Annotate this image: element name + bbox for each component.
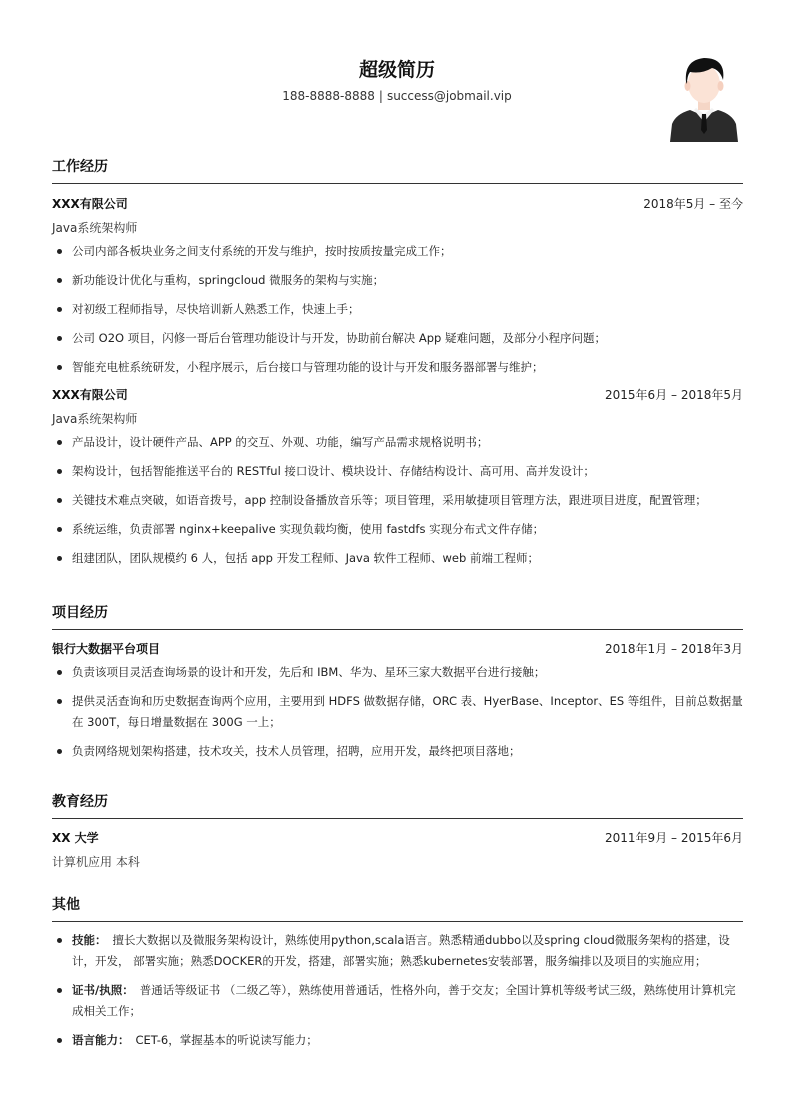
education-entry-header <box>52 829 743 845</box>
date-range: 2011年9月 – 2015年6月 <box>605 830 743 845</box>
job-title: Java系统架构师 <box>52 221 138 235</box>
list-item: 负责网络规划架构搭建，技术攻关，技术人员管理，招聘，应用开发，最终把项目落地； <box>52 741 743 762</box>
list-item: 对初级工程师指导，尽快培训新人熟悉工作，快速上手； <box>52 299 743 320</box>
project-bullets <box>52 662 743 762</box>
job-title: Java系统架构师 <box>52 412 138 426</box>
project-entry-header <box>52 640 743 656</box>
list-item: 架构设计，包括智能推送平台的 RESTful 接口设计、模块设计、存储结构设计、高可用、高并发设计； <box>52 461 743 482</box>
list-item-certificates <box>52 980 743 1022</box>
phone-number: 188-8888-8888 <box>282 89 375 103</box>
list-item: 公司内部各板块业务之间支付系统的开发与维护，按时按质按量完成工作； <box>52 241 743 262</box>
list-item: 关键技术难点突破，如语音拨号，app 控制设备播放音乐等；项目管理，采用敏捷项目管理方法，跟进项目进度，配置管理； <box>52 490 743 511</box>
other-section <box>52 894 743 1059</box>
list-item: 组建团队，团队规模约 6 人，包括 app 开发工程师、Java 软件工程师、web 前端工程师； <box>52 548 743 569</box>
list-item-skills <box>52 930 743 972</box>
date-range: 2018年1月 – 2018年3月 <box>605 641 743 656</box>
project-name: 银行大数据平台项目 <box>52 641 161 656</box>
date-range: 2018年5月 – 至今 <box>643 196 743 211</box>
education-section <box>52 791 743 869</box>
projects-section <box>52 602 743 770</box>
school-name: XX 大学 <box>52 830 99 845</box>
item-text: 擅长大数据以及微服务架构设计，熟练使用python,scala语言。熟悉精通dubbo以及spring cloud微服务架构的搭建，设计，开发， 部署实施；熟悉DOCKER的开发，搭建，部署实施；熟悉kubernetes安装部署，服务编排以及项目的实施应用； <box>72 933 730 968</box>
list-item-language <box>52 1030 743 1051</box>
email-address: success@jobmail.vip <box>386 89 512 103</box>
candidate-name: 超级简历 <box>358 59 435 81</box>
date-range: 2015年6月 – 2018年5月 <box>605 387 743 402</box>
degree: 计算机应用 本科 <box>52 855 140 869</box>
item-text: CET-6，掌握基本的听说读写能力； <box>135 1033 318 1047</box>
avatar <box>668 52 740 142</box>
section-title-work: 工作经历 <box>52 156 743 184</box>
list-item: 新功能设计优化与重构，springcloud 微服务的架构与实施； <box>52 270 743 291</box>
contact-separator: | <box>378 89 383 103</box>
item-label: 证书/执照： <box>72 983 134 997</box>
list-item: 负责该项目灵活查询场景的设计和开发，先后和 IBM、华为、星环三家大数据平台进行接触； <box>52 662 743 683</box>
work-entry-1-bullets <box>52 241 743 378</box>
item-text: 普通话等级证书 （二级乙等），熟练使用普通话，性格外向，善于交友；全国计算机等级考试三级，熟练使用计算机完成相关工作； <box>72 983 736 1018</box>
work-entry-1-header <box>52 195 743 211</box>
item-label: 语言能力： <box>72 1033 130 1047</box>
section-title-other: 其他 <box>52 894 743 922</box>
section-title-projects: 项目经历 <box>52 602 743 630</box>
list-item: 公司 O2O 项目，闪修一哥后台管理功能设计与开发，协助前台解决 App 疑难问题，及部分小程序问题； <box>52 328 743 349</box>
company-name: XXX有限公司 <box>52 387 128 402</box>
work-entry-2-header <box>52 386 743 402</box>
resume-header <box>0 0 794 150</box>
list-item: 智能充电桩系统研发，小程序展示，后台接口与管理功能的设计与开发和服务器部署与维护； <box>52 357 743 378</box>
work-section <box>52 156 743 577</box>
list-item: 产品设计，设计硬件产品、APP 的交互、外观、功能，编写产品需求规格说明书； <box>52 432 743 453</box>
item-label: 技能： <box>72 933 107 947</box>
list-item: 提供灵活查询和历史数据查询两个应用，主要用到 HDFS 做数据存储，ORC 表、HyerBase、Inceptor、ES 等组件，目前总数据量在 300T，每日增量数据在 300G 一上； <box>52 691 743 733</box>
section-title-education: 教育经历 <box>52 791 743 819</box>
work-entry-2-bullets <box>52 432 743 569</box>
company-name: XXX有限公司 <box>52 196 128 211</box>
list-item: 系统运维，负责部署 nginx+keepalive 实现负载均衡，使用 fastdfs 实现分布式文件存储； <box>52 519 743 540</box>
other-bullets <box>52 930 743 1051</box>
